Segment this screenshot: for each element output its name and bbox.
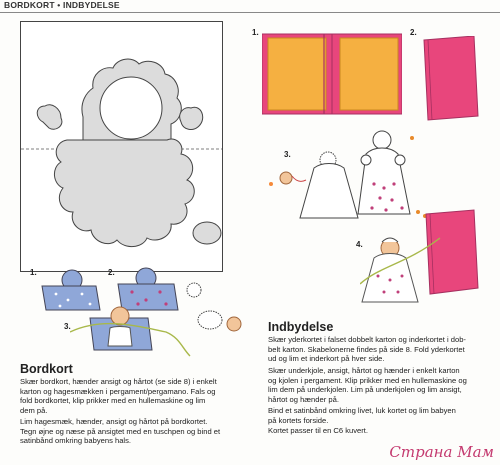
paragraph: Skær bordkort, hænder ansigt og hårtot (se side 8) i enkelt karton og hagesmækken i pergament/pergamano. Fals og fold bordkortet, klip prikker med en hullemaskine og lim dem på. [20, 377, 217, 415]
step-number: 1. [30, 268, 37, 277]
watermark-logo: Страна Мам [389, 443, 494, 461]
template-card [20, 21, 223, 272]
step-number: 1. [252, 28, 259, 37]
illustration-step2-folded-card [422, 36, 482, 122]
illustration-step4-baby-card [360, 206, 480, 310]
section-title-indbydelse: Indbydelse [268, 320, 334, 334]
paragraph: Skær yderkortet i falset dobbelt karton og inderkortet i dob- belt karton. Skabelonerne findes på side 8. Fold yderkortet ud og lim et inderkort på hver side. [268, 335, 466, 364]
illustration-step1-cards [262, 28, 402, 118]
illustration-bordkort-step3 [70, 298, 250, 360]
paragraph: Skær underkjole, ansigt, hårtot og hænder i enkelt karton og kjolen i pergament. Klip prikker med en hullemaskine og lim dem på underkjolen. Lim på underkjolen og lim ansigt, hårtot og hænder på. [268, 366, 467, 404]
template-drawing [21, 22, 222, 271]
paragraph: Lim hagesmæk, hænder, ansigt og hårtot på bordkortet. Tegn øjne og næse på ansigtet med en tuschpen og bind et satinbånd omkring babyens hals. [20, 417, 221, 446]
header-rule [0, 12, 500, 13]
step-number: 2. [108, 268, 115, 277]
paragraph: Bind et satinbånd omkring livet, luk kortet og lim babyen på kortets forside. [268, 406, 456, 425]
step-number: 3. [64, 322, 71, 331]
step-number: 3. [284, 150, 291, 159]
step-number: 2. [410, 28, 417, 37]
page-title: BORDKORT • INDBYDELSE [4, 0, 120, 10]
section-title-bordkort: Bordkort [20, 362, 73, 376]
face-circle [100, 77, 162, 139]
page-header [0, 0, 500, 12]
step-number: 4. [356, 240, 363, 249]
paragraph: Kortet passer til en C6 kuvert. [268, 426, 369, 435]
